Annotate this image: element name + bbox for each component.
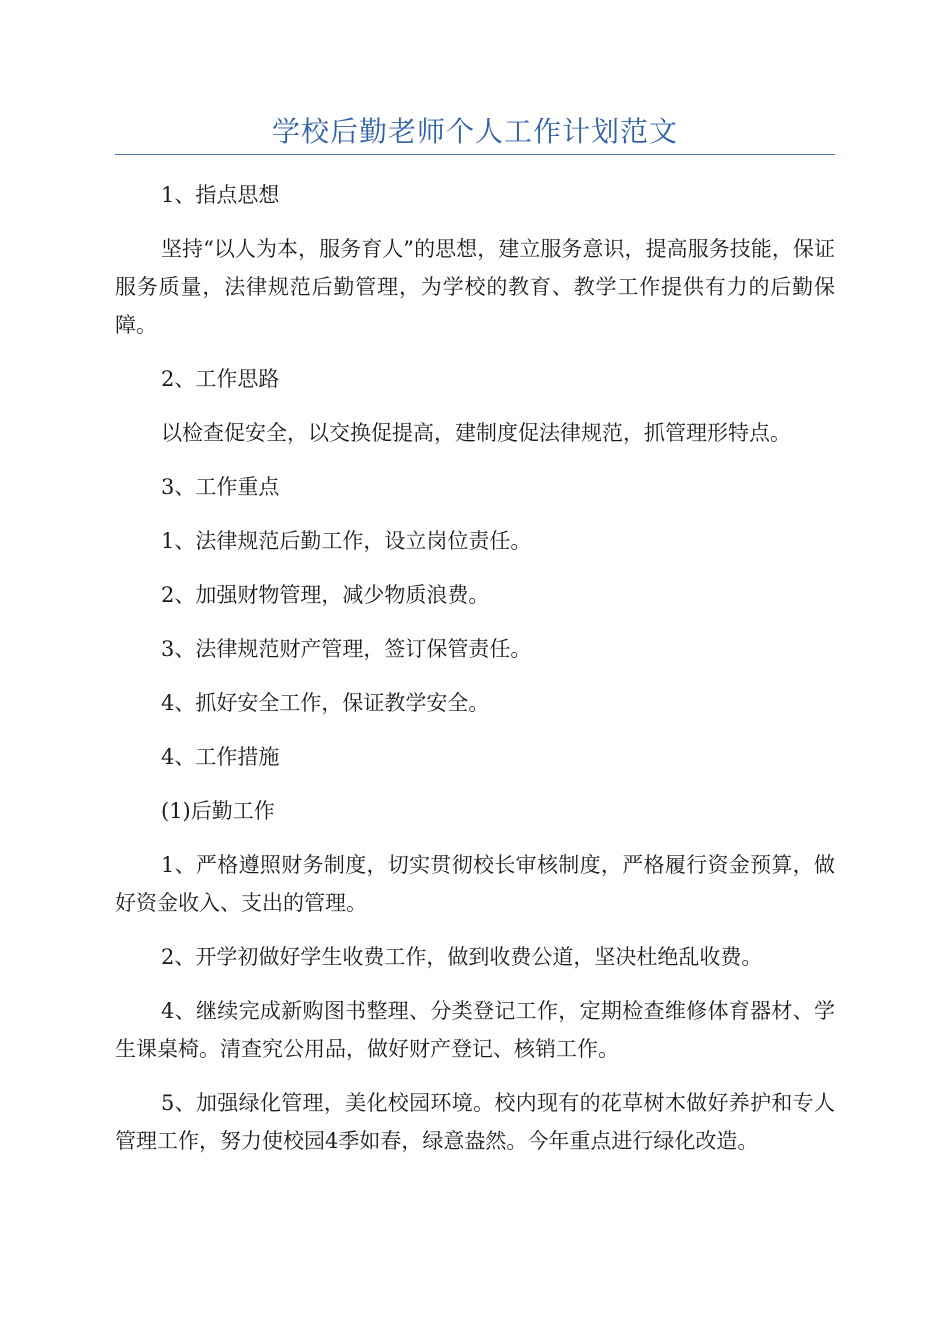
document-body bbox=[115, 176, 835, 1176]
subsection-heading-logistics: (1)后勤工作 bbox=[161, 799, 275, 823]
list-item: 4、继续完成新购图书整理、分类登记工作，定期检查维修体育器材、学生课桌椅。清查究公用品，做好财产登记、核销工作。 bbox=[115, 999, 835, 1061]
paragraph-guiding-thought: 坚持“以人为本，服务育人”的思想，建立服务意识，提高服务技能，保证服务质量，法律规范后勤管理，为学校的教育、教学工作提供有力的后勤保障。 bbox=[115, 237, 835, 337]
document-title: 学校后勤老师个人工作计划范文 bbox=[271, 115, 678, 148]
list-item: 2、加强财物管理，减少物质浪费。 bbox=[161, 583, 490, 607]
list-item: 2、开学初做好学生收费工作，做到收费公道，坚决杜绝乱收费。 bbox=[161, 945, 763, 969]
list-item: 1、法律规范后勤工作，设立岗位责任。 bbox=[161, 529, 532, 553]
section-heading-work-measures: 4、工作措施 bbox=[161, 745, 280, 769]
section-heading-work-focus: 3、工作重点 bbox=[161, 475, 280, 499]
list-item: 4、抓好安全工作，保证教学安全。 bbox=[161, 691, 490, 715]
paragraph-work-approach: 以检查促安全，以交换促提高，建制度促法律规范，抓管理形特点。 bbox=[161, 421, 791, 445]
section-heading-work-approach: 2、工作思路 bbox=[161, 367, 280, 391]
title-underline bbox=[115, 154, 835, 155]
list-item: 5、加强绿化管理，美化校园环境。校内现有的花草树木做好养护和专人管理工作，努力使校园4季如春，绿意盎然。今年重点进行绿化改造。 bbox=[115, 1091, 835, 1153]
list-item: 1、严格遵照财务制度，切实贯彻校长审核制度，严格履行资金预算，做好资金收入、支出的管理。 bbox=[115, 853, 835, 915]
section-heading-guiding-thought: 1、指点思想 bbox=[161, 183, 280, 207]
list-item: 3、法律规范财产管理，签订保管责任。 bbox=[161, 637, 532, 661]
